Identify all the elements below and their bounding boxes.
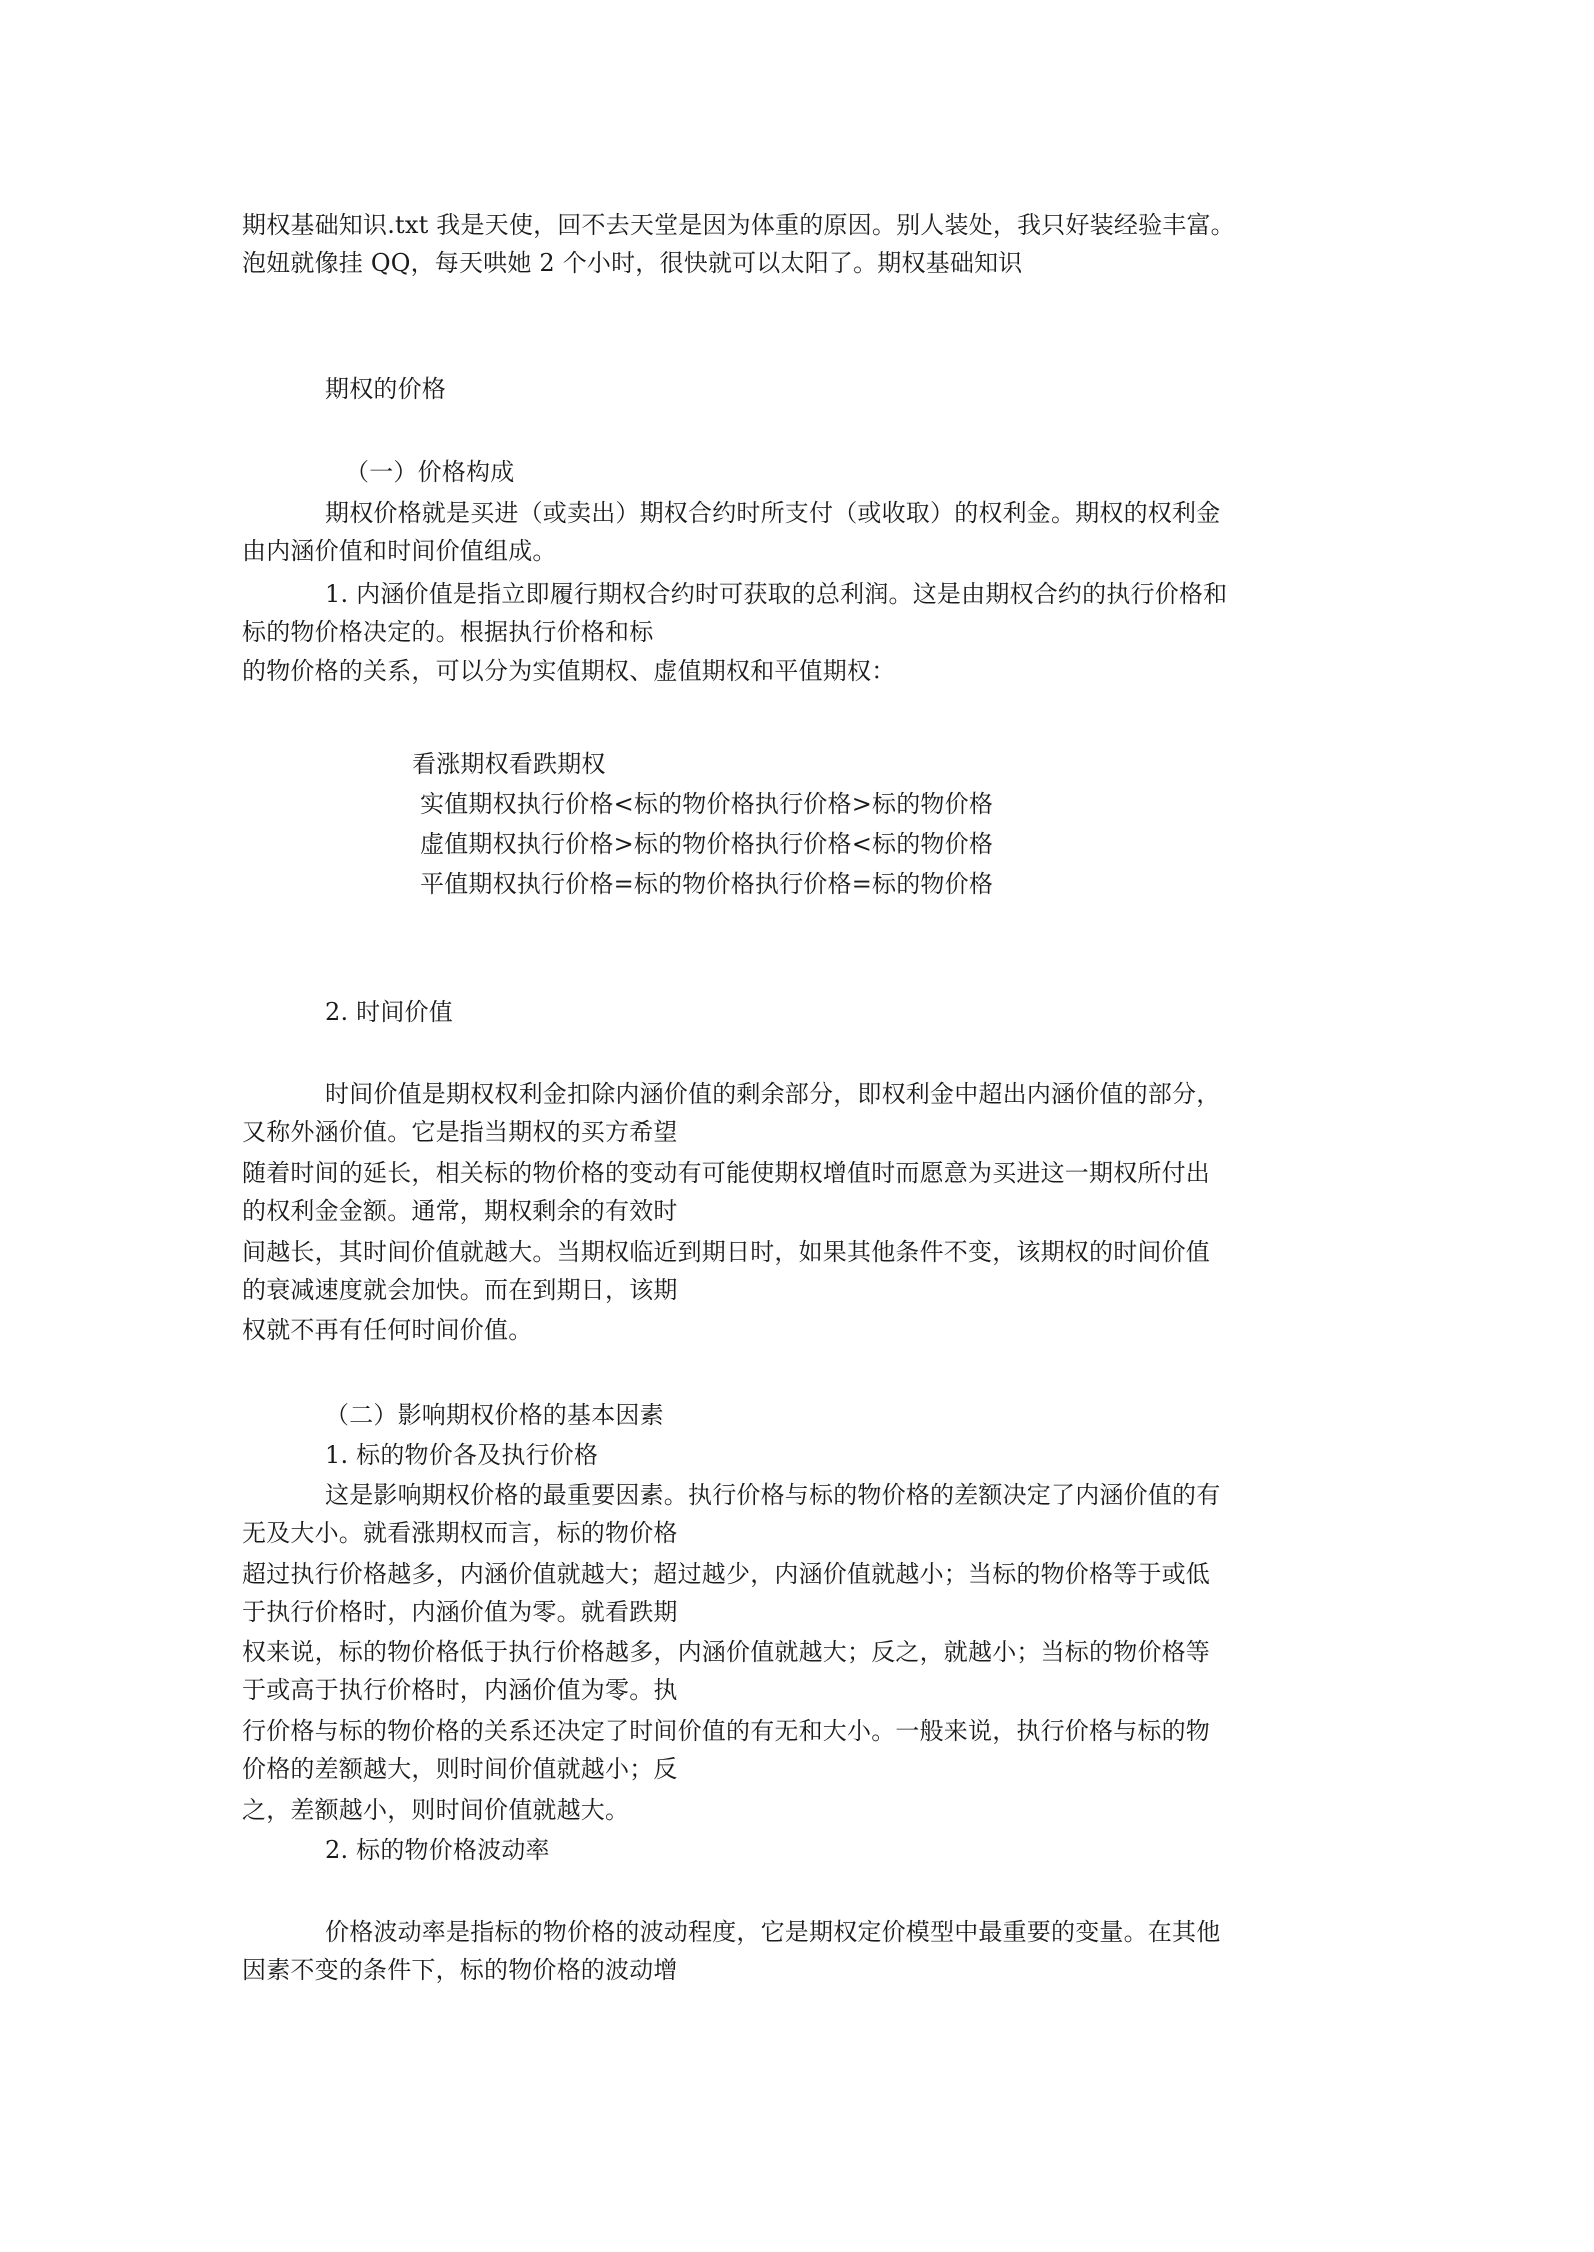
table-row: 平值期权执行价格=标的物价格执行价格=标的物价格 [420,870,994,898]
intro-line: 期权基础知识.txt 我是天使，回不去天堂是因为体重的原因。别人装处，我只好装经验丰富。 [242,211,1235,239]
paragraph-line: 又称外涵价值。它是指当期权的买方希望 [242,1118,678,1146]
paragraph-line: 这是影响期权价格的最重要因素。执行价格与标的物价格的差额决定了内涵价值的有 [325,1481,1221,1509]
paragraph-line: 由内涵价值和时间价值组成。 [242,537,557,565]
intro-line: 泡妞就像挂 QQ，每天哄她 2 个小时，很快就可以太阳了。期权基础知识 [242,249,1023,277]
paragraph-line: 价格波动率是指标的物价格的波动程度，它是期权定价模型中最重要的变量。在其他 [325,1918,1221,1946]
subsection-heading: 1. 标的物价各及执行价格 [325,1441,599,1469]
paragraph-line: 超过执行价格越多，内涵价值就越大；超过越少，内涵价值就越小；当标的物价格等于或低 [242,1560,1210,1588]
paragraph-line: 期权价格就是买进（或卖出）期权合约时所支付（或收取）的权利金。期权的权利金 [325,499,1221,527]
paragraph-line: 时间价值是期权权利金扣除内涵价值的剩余部分，即权利金中超出内涵价值的部分， [325,1080,1221,1108]
paragraph-line: 1. 内涵价值是指立即履行期权合约时可获取的总利润。这是由期权合约的执行价格和 [325,580,1228,608]
paragraph-line: 价格的差额越大，则时间价值就越小；反 [242,1755,678,1783]
subsection-heading: （一）价格构成 [345,458,515,486]
paragraph-line: 的权利金金额。通常，期权剩余的有效时 [242,1197,678,1225]
paragraph-line: 的衰减速度就会加快。而在到期日，该期 [242,1276,678,1304]
paragraph-line: 标的物价格决定的。根据执行价格和标 [242,618,654,646]
paragraph-line: 于执行价格时，内涵价值为零。就看跌期 [242,1598,678,1626]
section-title: 期权的价格 [325,375,446,403]
paragraph-line: 行价格与标的物价格的关系还决定了时间价值的有无和大小。一般来说，执行价格与标的物 [242,1717,1210,1745]
paragraph-line: 间越长，其时间价值就越大。当期权临近到期日时，如果其他条件不变，该期权的时间价值 [242,1238,1210,1266]
paragraph-line: 权来说，标的物价格低于执行价格越多，内涵价值就越大；反之，就越小；当标的物价格等 [242,1638,1210,1666]
table-row: 实值期权执行价格<标的物价格执行价格>标的物价格 [420,790,994,818]
subsection-heading: （二）影响期权价格的基本因素 [325,1401,664,1429]
subsection-heading: 2. 时间价值 [325,998,453,1026]
paragraph-line: 之，差额越小，则时间价值就越大。 [242,1796,630,1824]
subsection-heading: 2. 标的物价格波动率 [325,1836,550,1864]
paragraph-line: 无及大小。就看涨期权而言，标的物价格 [242,1519,678,1547]
paragraph-line: 权就不再有任何时间价值。 [242,1316,533,1344]
paragraph-line: 于或高于执行价格时，内涵价值为零。执 [242,1676,678,1704]
table-row: 虚值期权执行价格>标的物价格执行价格<标的物价格 [420,830,994,858]
paragraph-line: 随着时间的延长，相关标的物价格的变动有可能使期权增值时而愿意为买进这一期权所付出 [242,1159,1210,1187]
paragraph-line: 的物价格的关系，可以分为实值期权、虚值期权和平值期权： [242,657,896,685]
paragraph-line: 因素不变的条件下，标的物价格的波动增 [242,1956,678,1984]
table-header: 看涨期权看跌期权 [412,750,606,778]
